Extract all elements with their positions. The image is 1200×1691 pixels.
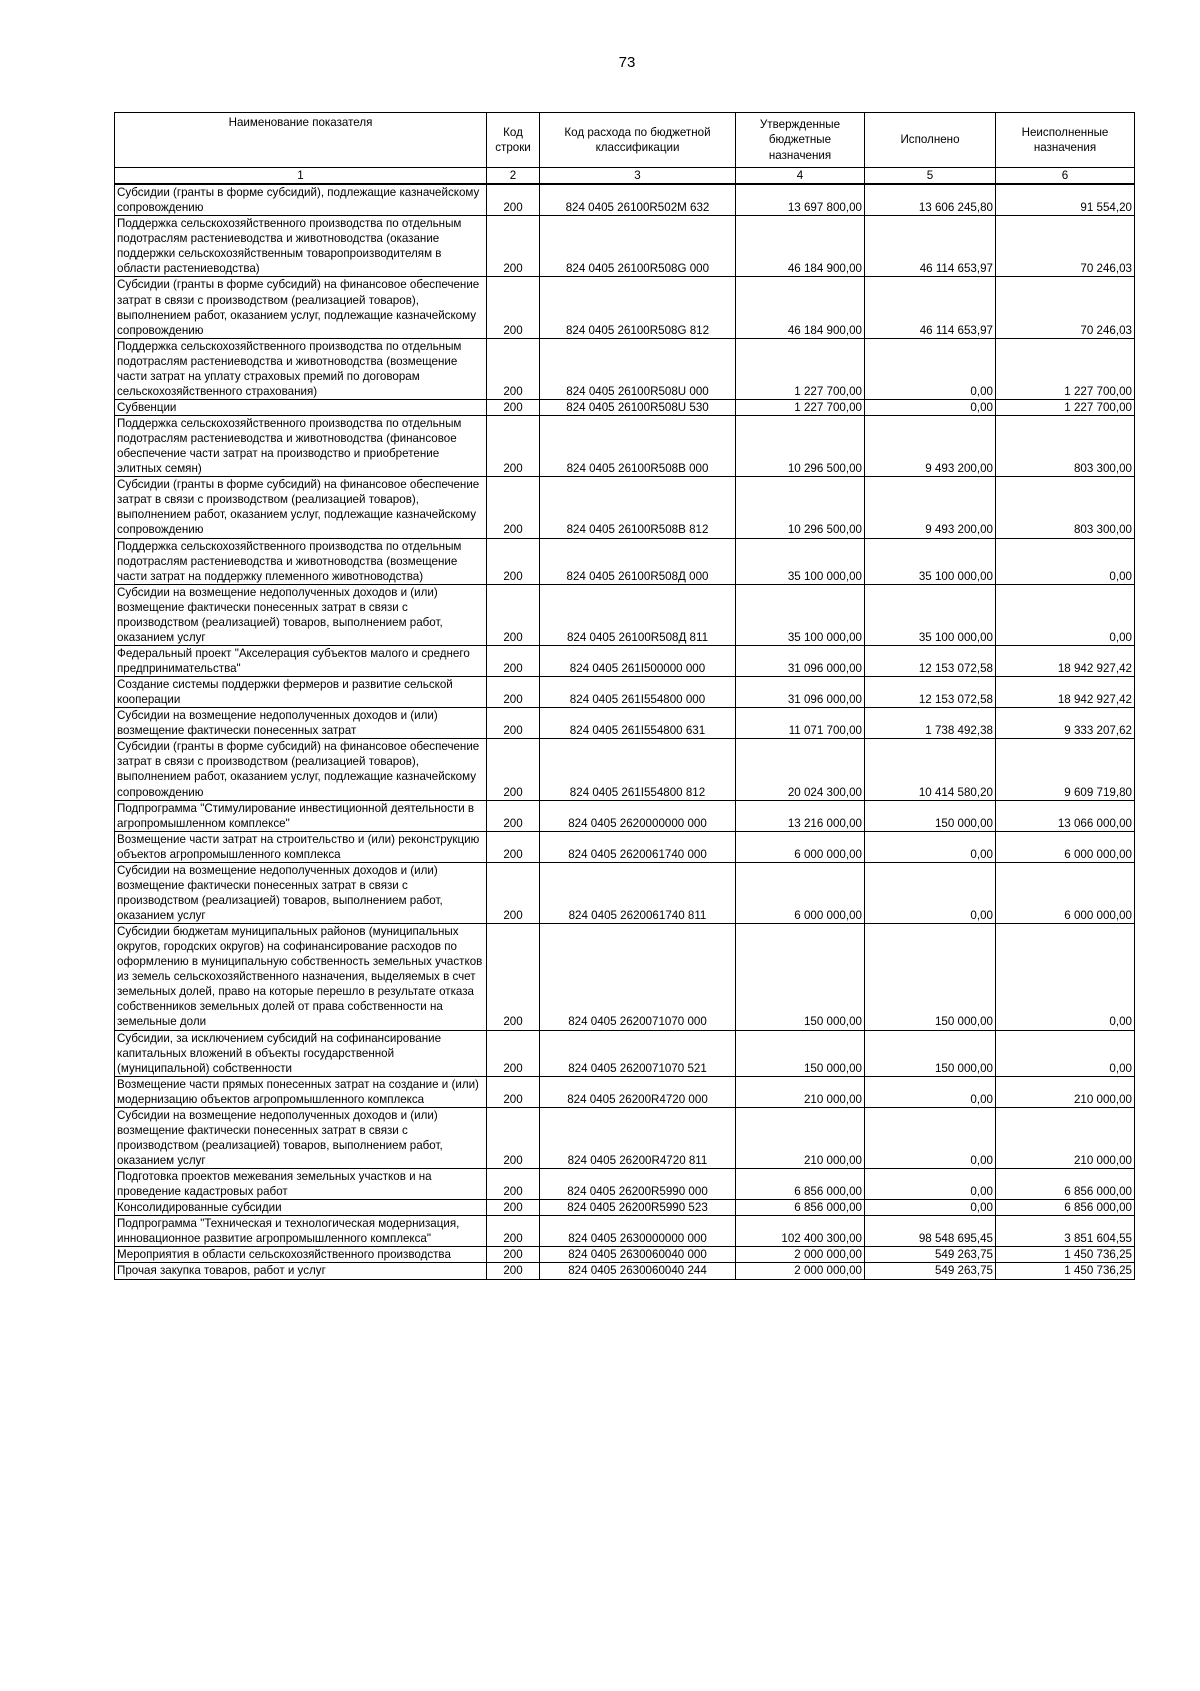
column-number: 3 (540, 168, 736, 185)
row-line-code-cell: 200 (487, 1263, 540, 1279)
row-line-code-cell: 200 (487, 1107, 540, 1168)
row-unexecuted-cell: 70 246,03 (996, 216, 1135, 277)
row-approved-cell: 46 184 900,00 (736, 216, 865, 277)
row-budget-code-cell: 824 0405 2620061740 000 (540, 831, 736, 862)
table-row (115, 216, 1135, 277)
table-row (115, 1107, 1135, 1168)
row-unexecuted-cell: 70 246,03 (996, 277, 1135, 338)
row-budget-code-cell: 824 0405 26100R508G 000 (540, 216, 736, 277)
table-header (115, 113, 1135, 185)
row-approved-cell: 46 184 900,00 (736, 277, 865, 338)
table-row (115, 862, 1135, 923)
row-unexecuted-cell: 803 300,00 (996, 416, 1135, 477)
row-unexecuted-cell: 91 554,20 (996, 184, 1135, 216)
column-number: 1 (115, 168, 487, 185)
table-row (115, 477, 1135, 538)
row-name-cell: Субсидии, за исключением субсидий на софинансирование капитальных вложений в объекты государственной (муниципальной) собственности (115, 1030, 487, 1076)
column-number: 2 (487, 168, 540, 185)
table-row (115, 1263, 1135, 1279)
row-executed-cell: 12 153 072,58 (865, 645, 996, 676)
row-name-cell: Субсидии на возмещение недополученных доходов и (или) возмещение фактически понесенных затрат в связи с производством (реализацией) товаров, выполнением работ, оказанием услуг (115, 1107, 487, 1168)
row-name-cell: Подпрограмма "Техническая и технологическая модернизация, инновационное развитие агропромышленного комплекса" (115, 1216, 487, 1247)
row-executed-cell: 0,00 (865, 338, 996, 399)
table-row (115, 1030, 1135, 1076)
row-executed-cell: 0,00 (865, 862, 996, 923)
row-budget-code-cell: 824 0405 26100R508G 812 (540, 277, 736, 338)
row-line-code-cell: 200 (487, 584, 540, 645)
row-approved-cell: 6 000 000,00 (736, 831, 865, 862)
row-executed-cell: 549 263,75 (865, 1263, 996, 1279)
row-name-cell: Возмещение части прямых понесенных затрат на создание и (или) модернизацию объектов агропромышленного комплекса (115, 1076, 487, 1107)
row-unexecuted-cell: 1 227 700,00 (996, 338, 1135, 399)
column-header-name: Наименование показателя (115, 113, 487, 168)
column-number: 5 (865, 168, 996, 185)
row-approved-cell: 31 096 000,00 (736, 645, 865, 676)
row-approved-cell: 210 000,00 (736, 1076, 865, 1107)
row-approved-cell: 6 856 000,00 (736, 1200, 865, 1216)
row-unexecuted-cell: 6 000 000,00 (996, 831, 1135, 862)
row-budget-code-cell: 824 0405 2630060040 000 (540, 1247, 736, 1263)
row-budget-code-cell: 824 0405 26200R5990 523 (540, 1200, 736, 1216)
row-executed-cell: 0,00 (865, 1107, 996, 1168)
row-unexecuted-cell: 18 942 927,42 (996, 677, 1135, 708)
row-budget-code-cell: 824 0405 26200R4720 000 (540, 1076, 736, 1107)
row-executed-cell: 150 000,00 (865, 1030, 996, 1076)
row-executed-cell: 9 493 200,00 (865, 416, 996, 477)
row-approved-cell: 150 000,00 (736, 924, 865, 1030)
column-number: 4 (736, 168, 865, 185)
row-line-code-cell: 200 (487, 416, 540, 477)
row-line-code-cell: 200 (487, 1200, 540, 1216)
table-row (115, 1169, 1135, 1200)
row-approved-cell: 150 000,00 (736, 1030, 865, 1076)
table-row (115, 277, 1135, 338)
row-line-code-cell: 200 (487, 800, 540, 831)
row-executed-cell: 35 100 000,00 (865, 584, 996, 645)
row-approved-cell: 6 000 000,00 (736, 862, 865, 923)
row-line-code-cell: 200 (487, 216, 540, 277)
row-name-cell: Субвенции (115, 399, 487, 415)
row-line-code-cell: 200 (487, 1169, 540, 1200)
row-line-code-cell: 200 (487, 831, 540, 862)
table-row (115, 739, 1135, 800)
row-approved-cell: 1 227 700,00 (736, 338, 865, 399)
row-budget-code-cell: 824 0405 261I554800 812 (540, 739, 736, 800)
row-executed-cell: 150 000,00 (865, 800, 996, 831)
row-budget-code-cell: 824 0405 2630000000 000 (540, 1216, 736, 1247)
row-unexecuted-cell: 0,00 (996, 584, 1135, 645)
row-line-code-cell: 200 (487, 708, 540, 739)
row-name-cell: Поддержка сельскохозяйственного производства по отдельным подотраслям растениеводства и животноводства (возмещение части затрат на поддержку племенного животноводства) (115, 538, 487, 584)
row-approved-cell: 10 296 500,00 (736, 477, 865, 538)
row-name-cell: Мероприятия в области сельскохозяйственного производства (115, 1247, 487, 1263)
row-name-cell: Субсидии (гранты в форме субсидий) на финансовое обеспечение затрат в связи с производством (реализацией товаров), выполнением работ, оказанием услуг, подлежащие казначейскому сопровождению (115, 277, 487, 338)
row-executed-cell: 9 493 200,00 (865, 477, 996, 538)
row-unexecuted-cell: 6 856 000,00 (996, 1200, 1135, 1216)
table-body (115, 184, 1135, 1279)
table-row (115, 1216, 1135, 1247)
row-budget-code-cell: 824 0405 26100R508Д 000 (540, 538, 736, 584)
row-unexecuted-cell: 210 000,00 (996, 1107, 1135, 1168)
column-header-budget-code: Код расхода по бюджетной классификации (540, 113, 736, 168)
column-number-row (115, 168, 1135, 185)
table-row (115, 800, 1135, 831)
row-budget-code-cell: 824 0405 26200R5990 000 (540, 1169, 736, 1200)
table-row (115, 1247, 1135, 1263)
row-approved-cell: 1 227 700,00 (736, 399, 865, 415)
row-name-cell: Субсидии бюджетам муниципальных районов (муниципальных округов, городских округов) на софинансирование расходов по оформлению в муниципальную собственность земельных участков из земель сельскохозяйственного назначения, выделяемых в счет земельных долей, право на которые перешло в результате отказа собственников земельных долей от права собственности на земельные доли (115, 924, 487, 1030)
table-row (115, 584, 1135, 645)
row-executed-cell: 10 414 580,20 (865, 739, 996, 800)
row-line-code-cell: 200 (487, 477, 540, 538)
row-approved-cell: 11 071 700,00 (736, 708, 865, 739)
row-unexecuted-cell: 1 450 736,25 (996, 1263, 1135, 1279)
row-name-cell: Субсидии на возмещение недополученных доходов и (или) возмещение фактически понесенных затрат в связи с производством (реализацией) товаров, выполнением работ, оказанием услуг (115, 584, 487, 645)
row-line-code-cell: 200 (487, 1076, 540, 1107)
table-row (115, 416, 1135, 477)
row-unexecuted-cell: 9 609 719,80 (996, 739, 1135, 800)
row-executed-cell: 0,00 (865, 399, 996, 415)
row-executed-cell: 0,00 (865, 1076, 996, 1107)
row-name-cell: Субсидии (гранты в форме субсидий) на финансовое обеспечение затрат в связи с производством (реализацией товаров), выполнением работ, оказанием услуг, подлежащие казначейскому сопровождению (115, 477, 487, 538)
row-name-cell: Создание системы поддержки фермеров и развитие сельской кооперации (115, 677, 487, 708)
row-approved-cell: 35 100 000,00 (736, 584, 865, 645)
row-approved-cell: 31 096 000,00 (736, 677, 865, 708)
row-budget-code-cell: 824 0405 26200R4720 811 (540, 1107, 736, 1168)
row-name-cell: Субсидии на возмещение недополученных доходов и (или) возмещение фактически понесенных затрат (115, 708, 487, 739)
row-line-code-cell: 200 (487, 184, 540, 216)
row-executed-cell: 98 548 695,45 (865, 1216, 996, 1247)
row-line-code-cell: 200 (487, 399, 540, 415)
row-name-cell: Поддержка сельскохозяйственного производства по отдельным подотраслям растениеводства и животноводства (финансовое обеспечение части затрат на производство и приобретение элитных семян) (115, 416, 487, 477)
row-name-cell: Поддержка сельскохозяйственного производства по отдельным подотраслям растениеводства и животноводства (возмещение части затрат на уплату страховых премий по договорам сельскохозяйственного страхования) (115, 338, 487, 399)
row-unexecuted-cell: 13 066 000,00 (996, 800, 1135, 831)
row-name-cell: Прочая закупка товаров, работ и услуг (115, 1263, 487, 1279)
row-unexecuted-cell: 1 450 736,25 (996, 1247, 1135, 1263)
row-line-code-cell: 200 (487, 538, 540, 584)
row-budget-code-cell: 824 0405 26100R508U 530 (540, 399, 736, 415)
table-row (115, 338, 1135, 399)
column-header-executed: Исполнено (865, 113, 996, 168)
row-budget-code-cell: 824 0405 2630060040 244 (540, 1263, 736, 1279)
table-row (115, 399, 1135, 415)
table-row (115, 677, 1135, 708)
row-executed-cell: 13 606 245,80 (865, 184, 996, 216)
row-line-code-cell: 200 (487, 924, 540, 1030)
table-row (115, 924, 1135, 1030)
row-budget-code-cell: 824 0405 261I554800 631 (540, 708, 736, 739)
table-row (115, 645, 1135, 676)
row-budget-code-cell: 824 0405 2620000000 000 (540, 800, 736, 831)
row-executed-cell: 0,00 (865, 1200, 996, 1216)
row-budget-code-cell: 824 0405 2620071070 000 (540, 924, 736, 1030)
row-executed-cell: 549 263,75 (865, 1247, 996, 1263)
row-line-code-cell: 200 (487, 1216, 540, 1247)
row-approved-cell: 20 024 300,00 (736, 739, 865, 800)
row-budget-code-cell: 824 0405 26100R502M 632 (540, 184, 736, 216)
row-unexecuted-cell: 0,00 (996, 538, 1135, 584)
row-budget-code-cell: 824 0405 261I554800 000 (540, 677, 736, 708)
row-approved-cell: 35 100 000,00 (736, 538, 865, 584)
row-approved-cell: 210 000,00 (736, 1107, 865, 1168)
row-name-cell: Федеральный проект "Акселерация субъектов малого и среднего предпринимательства" (115, 645, 487, 676)
table-row (115, 184, 1135, 216)
row-approved-cell: 2 000 000,00 (736, 1263, 865, 1279)
row-executed-cell: 35 100 000,00 (865, 538, 996, 584)
row-unexecuted-cell: 210 000,00 (996, 1076, 1135, 1107)
row-executed-cell: 12 153 072,58 (865, 677, 996, 708)
row-name-cell: Субсидии (гранты в форме субсидий), подлежащие казначейскому сопровождению (115, 184, 487, 216)
row-line-code-cell: 200 (487, 1030, 540, 1076)
table-row (115, 538, 1135, 584)
column-header-approved: Утвержденные бюджетные назначения (736, 113, 865, 168)
row-executed-cell: 1 738 492,38 (865, 708, 996, 739)
column-header-unexecuted: Неисполненные назначения (996, 113, 1135, 168)
row-name-cell: Субсидии (гранты в форме субсидий) на финансовое обеспечение затрат в связи с производством (реализацией товаров), выполнением работ, оказанием услуг, подлежащие казначейскому сопровождению (115, 739, 487, 800)
row-name-cell: Субсидии на возмещение недополученных доходов и (или) возмещение фактически понесенных затрат в связи с производством (реализацией) товаров, выполнением работ, оказанием услуг (115, 862, 487, 923)
row-approved-cell: 13 697 800,00 (736, 184, 865, 216)
row-unexecuted-cell: 803 300,00 (996, 477, 1135, 538)
row-approved-cell: 6 856 000,00 (736, 1169, 865, 1200)
row-executed-cell: 0,00 (865, 831, 996, 862)
column-number: 6 (996, 168, 1135, 185)
row-unexecuted-cell: 3 851 604,55 (996, 1216, 1135, 1247)
row-line-code-cell: 200 (487, 277, 540, 338)
row-unexecuted-cell: 18 942 927,42 (996, 645, 1135, 676)
row-executed-cell: 46 114 653,97 (865, 216, 996, 277)
row-budget-code-cell: 824 0405 26100R508B 812 (540, 477, 736, 538)
row-unexecuted-cell: 6 000 000,00 (996, 862, 1135, 923)
row-budget-code-cell: 824 0405 261I500000 000 (540, 645, 736, 676)
row-budget-code-cell: 824 0405 26100R508B 000 (540, 416, 736, 477)
row-name-cell: Консолидированные субсидии (115, 1200, 487, 1216)
row-line-code-cell: 200 (487, 338, 540, 399)
row-executed-cell: 150 000,00 (865, 924, 996, 1030)
row-unexecuted-cell: 0,00 (996, 924, 1135, 1030)
table-row (115, 1076, 1135, 1107)
table-row (115, 1200, 1135, 1216)
row-name-cell: Возмещение части затрат на строительство и (или) реконструкцию объектов агропромышленного комплекса (115, 831, 487, 862)
row-budget-code-cell: 824 0405 2620071070 521 (540, 1030, 736, 1076)
row-line-code-cell: 200 (487, 739, 540, 800)
row-approved-cell: 10 296 500,00 (736, 416, 865, 477)
row-budget-code-cell: 824 0405 2620061740 811 (540, 862, 736, 923)
row-unexecuted-cell: 0,00 (996, 1030, 1135, 1076)
row-name-cell: Подготовка проектов межевания земельных участков и на проведение кадастровых работ (115, 1169, 487, 1200)
column-header-line-code: Код строки (487, 113, 540, 168)
row-approved-cell: 13 216 000,00 (736, 800, 865, 831)
row-unexecuted-cell: 6 856 000,00 (996, 1169, 1135, 1200)
header-row (115, 113, 1135, 168)
budget-execution-table (114, 112, 1135, 1280)
row-budget-code-cell: 824 0405 26100R508U 000 (540, 338, 736, 399)
row-name-cell: Поддержка сельскохозяйственного производства по отдельным подотраслям растениеводства и животноводства (оказание поддержки сельскохозяйственным товаропроизводителям в области растениеводства) (115, 216, 487, 277)
row-executed-cell: 46 114 653,97 (865, 277, 996, 338)
table-row (115, 708, 1135, 739)
row-line-code-cell: 200 (487, 862, 540, 923)
row-executed-cell: 0,00 (865, 1169, 996, 1200)
row-unexecuted-cell: 1 227 700,00 (996, 399, 1135, 415)
row-line-code-cell: 200 (487, 645, 540, 676)
row-approved-cell: 102 400 300,00 (736, 1216, 865, 1247)
row-approved-cell: 2 000 000,00 (736, 1247, 865, 1263)
row-unexecuted-cell: 9 333 207,62 (996, 708, 1135, 739)
row-line-code-cell: 200 (487, 1247, 540, 1263)
row-line-code-cell: 200 (487, 677, 540, 708)
page-number: 73 (618, 54, 636, 71)
table-row (115, 831, 1135, 862)
row-name-cell: Подпрограмма "Стимулирование инвестиционной деятельности в агропромышленном комплексе" (115, 800, 487, 831)
row-budget-code-cell: 824 0405 26100R508Д 811 (540, 584, 736, 645)
